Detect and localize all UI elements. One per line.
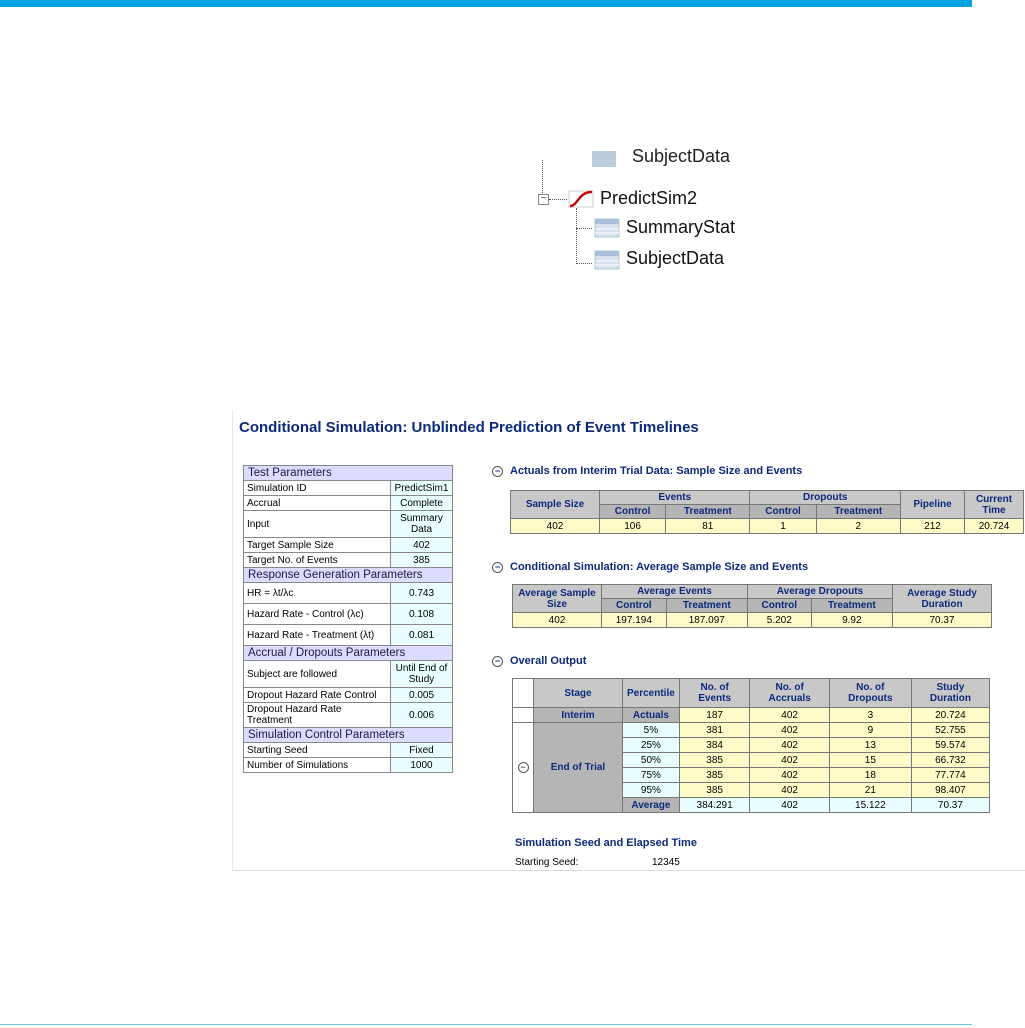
param-value: 385 [391, 553, 453, 568]
cell: 385 [679, 753, 750, 768]
param-label: Subject are followed [244, 661, 391, 688]
param-value: 0.006 [391, 703, 453, 728]
col-header: Treatment [816, 505, 900, 519]
table-icon [594, 218, 620, 238]
row-header: Average [623, 798, 680, 813]
tree-view [538, 146, 738, 275]
collapse-icon[interactable]: − [492, 562, 503, 573]
cell: 13 [829, 738, 911, 753]
table-icon [594, 250, 620, 270]
col-header: Sample Size [511, 491, 600, 519]
row-header: Interim [534, 708, 623, 723]
cell: 381 [679, 723, 750, 738]
seed-value: 12345 [652, 857, 680, 868]
section-title-text: Overall Output [510, 655, 587, 667]
param-value: Summary Data [391, 511, 453, 538]
param-label: Hazard Rate - Treatment (λt) [244, 625, 391, 646]
cell: 402 [750, 768, 829, 783]
col-header: Pipeline [901, 491, 965, 519]
tree-item-predictsim2[interactable]: PredictSim2 [600, 188, 698, 208]
col-header: Average Sample Size [513, 585, 602, 613]
col-header: Stage [534, 679, 623, 708]
param-label: Dropout Hazard Rate Treatment [244, 703, 391, 728]
param-value: 0.081 [391, 625, 453, 646]
cell: 81 [666, 519, 750, 534]
actuals-section-title[interactable] [492, 465, 802, 477]
param-label: Target No. of Events [244, 553, 391, 568]
col-header: Control [747, 599, 811, 613]
col-header: Control [600, 505, 666, 519]
row-header: End of Trial [534, 723, 623, 813]
section-title-text: Actuals from Interim Trial Data: Sample Size and Events [510, 465, 803, 477]
cell: 402 [511, 519, 600, 534]
tree-item-summarystat[interactable]: SummaryStat [626, 217, 736, 237]
col-header: Events [600, 491, 750, 505]
tree-item-label: SubjectData [632, 146, 731, 166]
cell: 50% [623, 753, 680, 768]
cell: 95% [623, 783, 680, 798]
report-title: Conditional Simulation: Unblinded Prediction of Event Timelines [239, 419, 699, 436]
table-row [513, 723, 990, 738]
cell: 20.724 [911, 708, 989, 723]
actuals-table [510, 490, 1024, 534]
cell: 402 [750, 753, 829, 768]
param-value: 0.108 [391, 604, 453, 625]
cell: 70.37 [911, 798, 989, 813]
cell: 52.755 [911, 723, 989, 738]
cell: 402 [750, 783, 829, 798]
table-icon [592, 151, 616, 167]
cell: 66.732 [911, 753, 989, 768]
simulation-curve-icon [568, 190, 594, 208]
param-label: Simulation ID [244, 481, 391, 496]
col-header: No. of Dropouts [829, 679, 911, 708]
cell: 212 [901, 519, 965, 534]
cell: 385 [679, 783, 750, 798]
param-value: 0.005 [391, 688, 453, 703]
conditional-table [512, 584, 992, 628]
col-header: Control [602, 599, 667, 613]
cell: 402 [750, 723, 829, 738]
col-header: Current Time [965, 491, 1024, 519]
tree-item-subjectdata[interactable]: SubjectData [626, 248, 725, 268]
overall-output-table [512, 678, 990, 813]
collapse-toggle[interactable]: − [538, 194, 549, 205]
cell: 3 [829, 708, 911, 723]
cell: 9.92 [811, 613, 892, 628]
param-label: Target Sample Size [244, 538, 391, 553]
bottom-divider [0, 1024, 972, 1025]
param-label: Input [244, 511, 391, 538]
cell: 25% [623, 738, 680, 753]
param-value: Complete [391, 496, 453, 511]
cell: 106 [600, 519, 666, 534]
col-header: No. of Events [679, 679, 750, 708]
cell: 15.122 [829, 798, 911, 813]
cell: 384.291 [679, 798, 750, 813]
col-header: Average Study Duration [893, 585, 992, 613]
test-parameters-table [243, 465, 453, 773]
col-header: Dropouts [750, 491, 901, 505]
cell: 385 [679, 768, 750, 783]
col-header: Treatment [666, 599, 747, 613]
param-label: Dropout Hazard Rate Control [244, 688, 391, 703]
param-value: 0.743 [391, 583, 453, 604]
col-header: Average Events [602, 585, 748, 599]
cell: 20.724 [965, 519, 1024, 534]
collapse-icon[interactable]: − [492, 466, 503, 477]
cell: 384 [679, 738, 750, 753]
param-value: PredictSim1 [391, 481, 453, 496]
cell: 5% [623, 723, 680, 738]
col-header: Treatment [666, 505, 750, 519]
seed-row [515, 857, 680, 868]
report-panel [232, 410, 1025, 871]
param-value: Until End of Study [391, 661, 453, 688]
cell: 9 [829, 723, 911, 738]
cell: 18 [829, 768, 911, 783]
conditional-section-title[interactable] [492, 561, 808, 573]
param-label: Hazard Rate - Control (λc) [244, 604, 391, 625]
cell: 402 [750, 708, 829, 723]
cell: 70.37 [893, 613, 992, 628]
seed-section-title: Simulation Seed and Elapsed Time [515, 837, 697, 849]
col-header: Study Duration [911, 679, 989, 708]
cell: 197.194 [602, 613, 667, 628]
cell: 1 [750, 519, 816, 534]
collapse-icon[interactable]: − [518, 762, 529, 773]
col-header: No. of Accruals [750, 679, 829, 708]
param-label: Starting Seed [244, 743, 391, 758]
cell: 59.574 [911, 738, 989, 753]
param-label: HR = λt/λc [244, 583, 391, 604]
top-accent-bar [0, 0, 972, 7]
section-header: Simulation Control Parameters [244, 728, 453, 743]
col-header: Control [750, 505, 816, 519]
param-value: Fixed [391, 743, 453, 758]
param-value: 402 [391, 538, 453, 553]
col-header: Treatment [811, 599, 892, 613]
cell: 5.202 [747, 613, 811, 628]
cell: 98.407 [911, 783, 989, 798]
table-row [513, 708, 990, 723]
cell: 187.097 [666, 613, 747, 628]
cell: 77.774 [911, 768, 989, 783]
section-title-text: Conditional Simulation: Average Sample Size and Events [510, 561, 809, 573]
section-header: Accrual / Dropouts Parameters [244, 646, 453, 661]
overall-section-title[interactable] [492, 655, 586, 667]
cell: 15 [829, 753, 911, 768]
col-header: Percentile [623, 679, 680, 708]
col-header: Average Dropouts [747, 585, 892, 599]
collapse-icon[interactable]: − [492, 656, 503, 667]
row-header: Actuals [623, 708, 680, 723]
param-label: Accrual [244, 496, 391, 511]
param-label: Number of Simulations [244, 758, 391, 773]
seed-label: Starting Seed: [515, 857, 579, 868]
cell: 402 [513, 613, 602, 628]
param-value: 1000 [391, 758, 453, 773]
cell: 21 [829, 783, 911, 798]
cell: 187 [679, 708, 750, 723]
section-header: Response Generation Parameters [244, 568, 453, 583]
section-header: Test Parameters [244, 466, 453, 481]
tree-item-cut-off [592, 146, 742, 180]
cell: 402 [750, 798, 829, 813]
cell: 75% [623, 768, 680, 783]
cell: 402 [750, 738, 829, 753]
cell: 2 [816, 519, 900, 534]
